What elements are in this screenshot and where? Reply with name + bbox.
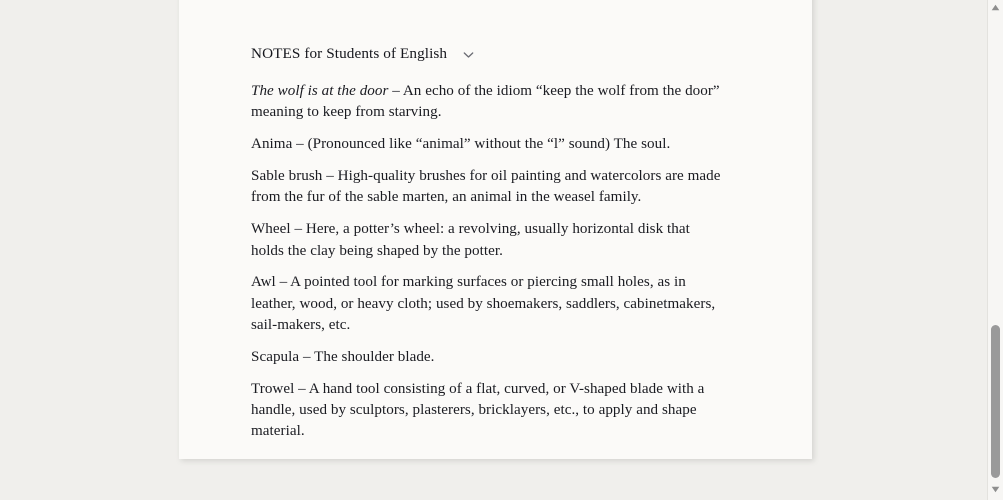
document-page bbox=[179, 0, 812, 459]
collapsible-heading[interactable] bbox=[251, 44, 725, 64]
glossary-entry: Awl – A pointed tool for marking surfaces or piercing small holes, as in leather, wood, or heavy cloth; used by shoemakers, saddlers, cabinetmakers, sail-makers, etc. bbox=[251, 274, 716, 334]
glossary-entry: Wheel – Here, a potter’s wheel: a revolving, usually horizontal disk that holds the clay being shaped by the potter. bbox=[251, 221, 690, 259]
glossary-entry: Anima – (Pronounced like “animal” without the “l” sound) The soul. bbox=[251, 136, 671, 153]
glossary-entry: Trowel – A hand tool consisting of a flat, curved, or V-shaped blade with a handle, used by sculptors, plasterers, bricklayers, etc., to apply and shape material. bbox=[251, 380, 705, 440]
triangle-down-icon[interactable] bbox=[988, 482, 1003, 496]
glossary-term: The wolf is at the door bbox=[251, 83, 389, 99]
triangle-up-icon[interactable] bbox=[988, 0, 1003, 14]
scrollbar-thumb[interactable] bbox=[991, 325, 1000, 478]
glossary-entry: Scapula – The shoulder blade. bbox=[251, 348, 435, 365]
glossary-definition: – An echo of the idiom “keep the wolf from the door” meaning to keep from starving. bbox=[251, 83, 720, 121]
page-title: NOTES for Students of English bbox=[251, 45, 448, 62]
vertical-scrollbar[interactable] bbox=[987, 0, 1003, 500]
glossary-entry: Sable brush – High-quality brushes for oil painting and watercolors are made from the fur of the sable marten, an animal in the weasel family. bbox=[251, 168, 721, 206]
document-content bbox=[251, 44, 725, 443]
glossary-entry bbox=[251, 81, 725, 124]
chevron-down-icon[interactable] bbox=[461, 48, 475, 62]
